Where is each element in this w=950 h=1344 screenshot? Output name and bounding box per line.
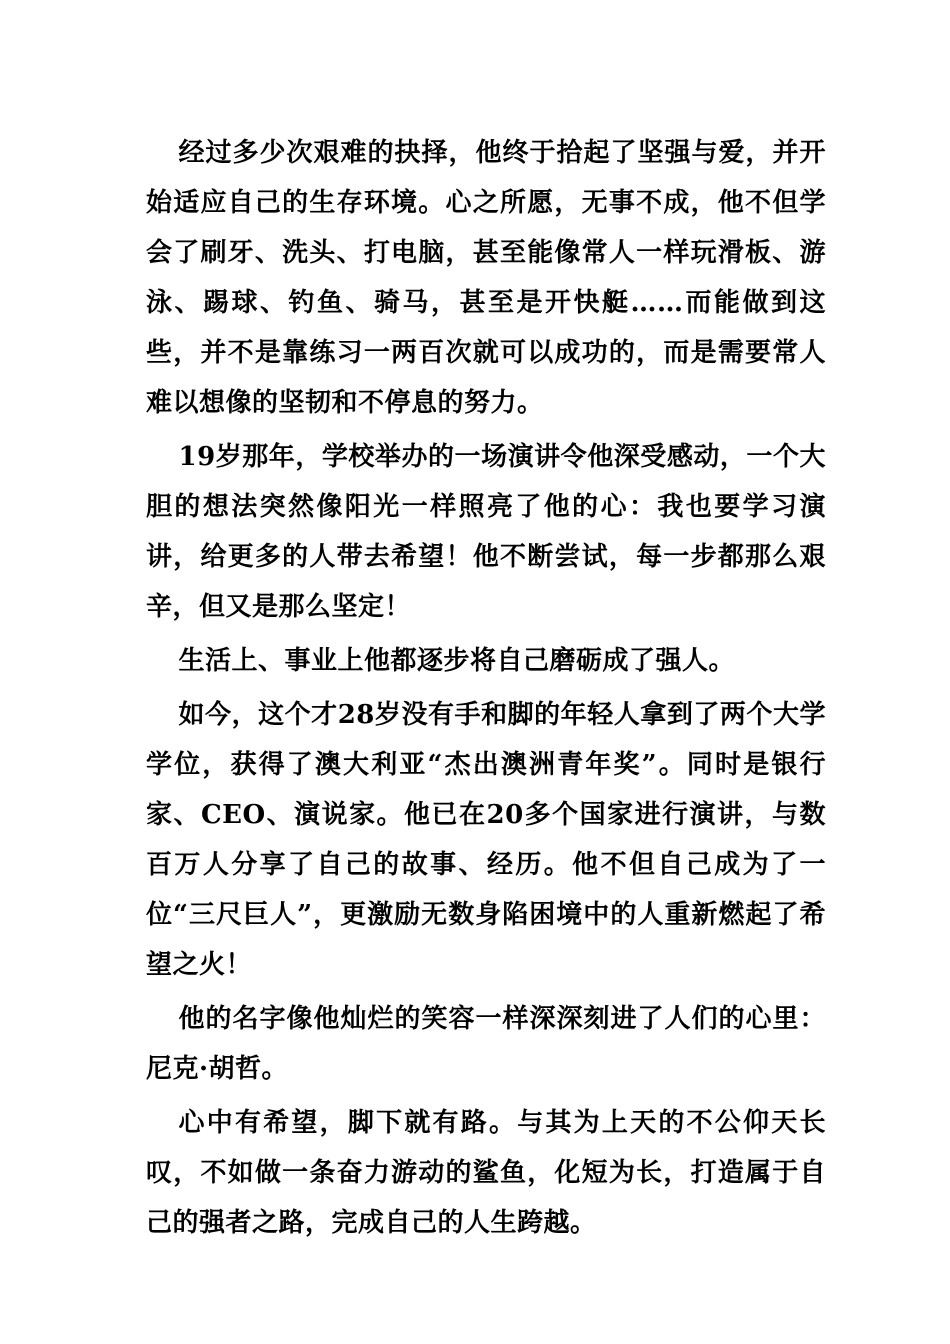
- paragraph-6: 心中有希望，脚下就有路。与其为上天的不公仰天长叹，不如做一条奋力游动的鲨鱼，化短为长，打造属于自己的强者之路，完成自己的人生跨越。: [146, 1108, 826, 1238]
- paragraph-2: 19岁那年，学校举办的一场演讲令他深受感动，一个大胆的想法突然像阳光一样照亮了他的心：我也要学习演讲，给更多的人带去希望！他不断尝试，每一步都那么艰辛，但又是那么坚定！: [146, 442, 826, 622]
- document-page: [146, 128, 826, 1248]
- paragraph-3: 生活上、事业上他都逐步将自己磨砺成了强人。: [178, 646, 736, 676]
- paragraph-4: 如今，这个才28岁没有手和脚的年轻人拿到了两个大学学位，获得了澳大利亚“杰出澳洲青年奖”。同时是银行家、CEO、演说家。他已在20多个国家进行演讲，与数百万人分享了自己的故事、经历。他不但自己成为了一位“三尺巨人”，更激励无数身陷困境中的人重新燃起了希望之火！: [146, 700, 826, 980]
- paragraph-5: 他的名字像他灿烂的笑容一样深深刻进了人们的心里：尼克·胡哲。: [146, 1004, 826, 1084]
- paragraph-1: 经过多少次艰难的抉择，他终于拾起了坚强与爱，并开始适应自己的生存环境。心之所愿，无事不成，他不但学会了刷牙、洗头、打电脑，甚至能像常人一样玩滑板、游泳、踢球、钓鱼、骑马，甚至是开快艇……而能做到这些，并不是靠练习一两百次就可以成功的，而是需要常人难以想像的坚韧和不停息的努力。: [146, 138, 826, 418]
